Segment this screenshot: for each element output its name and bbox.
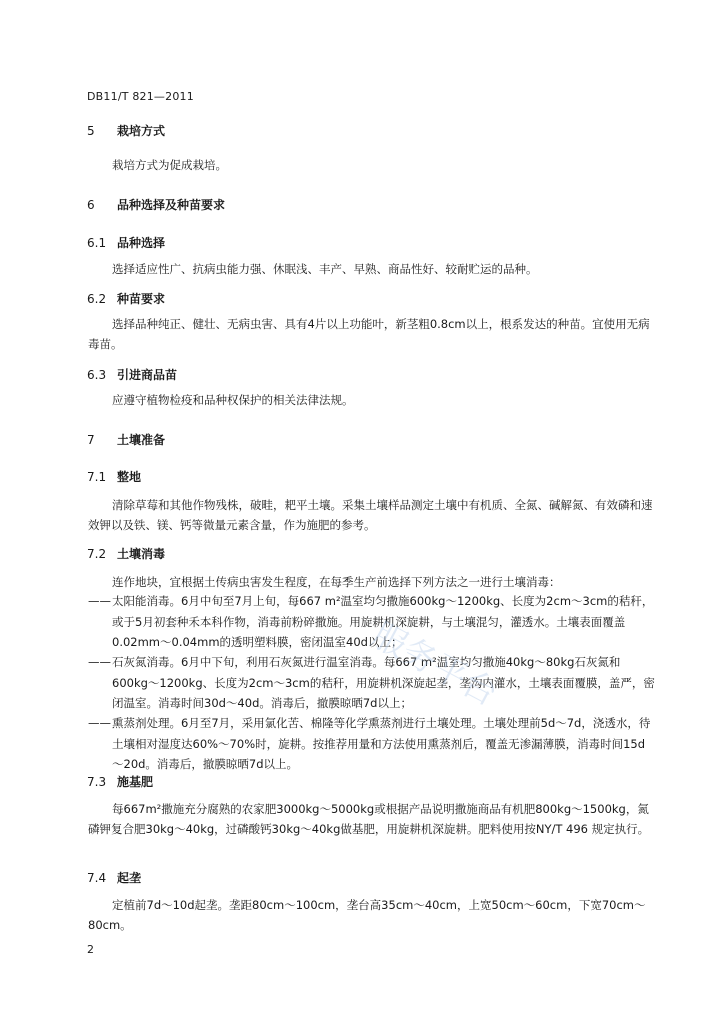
section-6-3-heading (87, 366, 177, 383)
section-number: 6.2 (87, 292, 107, 306)
section-title: 种苗要求 (117, 292, 166, 306)
list-dash: —— (88, 594, 111, 608)
watermark-text: 服务平台 (365, 615, 504, 715)
document-id-header: DB11/T 821—2011 (87, 90, 194, 103)
section-6-1-text: 选择适应性广、抗病虫能力强、休眠浅、丰产、早熟、商品性好、较耐贮运的品种。 (112, 262, 538, 276)
list-dash: —— (88, 655, 111, 669)
list-item (88, 591, 656, 653)
section-6-3-text: 应遵守植物检疫和品种权保护的相关法律法规。 (112, 393, 354, 407)
section-5-text: 栽培方式为促成栽培。 (112, 158, 227, 172)
section-7-3-text: 每667m²撒施充分腐熟的农家肥3000kg～5000kg或根据产品说明撒施商品有机肥800kg～1500kg，氮磷钾复合肥30kg～40kg，过磷酸钙30kg～40kg做基肥，用旋耕机深旋耕。肥料使用按NY/T 496 规定执行。 (88, 802, 650, 836)
section-7-4-text: 定植前7d～10d起垄。垄距80cm～100cm，垄台高35cm～40cm，上宽50cm～60cm，下宽70cm～80cm。 (88, 898, 646, 932)
section-number: 5 (87, 124, 95, 138)
list-dash: —— (88, 716, 111, 730)
list-item-text: 太阳能消毒。6月中旬至7月上旬，每667 m²温室均匀撒施600kg～1200kg、长度为2cm～3cm的秸秆，或于5月初套种禾本科作物，消毒前粉碎撒施。用旋耕机深旋耕，与土壤混匀，灌透水。土壤表面覆盖0.02mm～0.04mm的透明塑料膜，密闭温室40d以上； (112, 594, 654, 649)
section-6-2-text: 选择品种纯正、健壮、无病虫害、具有4片以上功能叶，新茎粗0.8cm以上，根系发达的种苗。宜使用无病毒苗。 (88, 317, 650, 351)
section-title: 栽培方式 (117, 124, 166, 138)
section-6-heading (87, 196, 225, 213)
section-7-2-intro: 连作地块，宜根据土传病虫害发生程度，在每季生产前选择下列方法之一进行土壤消毒： (112, 575, 561, 589)
section-7-2-heading (87, 545, 165, 562)
section-title: 整地 (117, 470, 142, 484)
section-5-heading (87, 122, 165, 139)
list-item-text: 熏蒸剂处理。6月至7月，采用氯化苦、棉隆等化学熏蒸剂进行土壤处理。土壤处理前5d～7d，浇透水，待土壤相对湿度达60%～70%时，旋耕。按推荐用量和方法使用熏蒸剂后，覆盖无渗漏薄膜，消毒时间15d～20d。消毒后，撤膜晾晒7d以上。 (112, 716, 651, 771)
list-item (88, 713, 656, 775)
section-6-2-heading (87, 290, 165, 307)
section-number: 7 (87, 433, 95, 447)
section-title: 土壤准备 (117, 433, 166, 447)
section-title: 土壤消毒 (117, 547, 166, 561)
section-number: 7.1 (87, 470, 107, 484)
section-number: 6.3 (87, 368, 107, 382)
section-number: 6 (87, 198, 95, 212)
section-7-heading (87, 431, 165, 448)
section-7-1-text: 清除草莓和其他作物残株，破畦，耙平土壤。采集土壤样品测定土壤中有机质、全氮、碱解氮、有效磷和速效钾以及铁、镁、钙等微量元素含量，作为施肥的参考。 (88, 498, 653, 532)
section-title: 品种选择及种苗要求 (117, 198, 226, 212)
page-number: 2 (87, 943, 94, 956)
section-title: 施基肥 (117, 775, 154, 789)
section-title: 引进商品苗 (117, 368, 178, 382)
section-number: 7.3 (87, 775, 107, 789)
section-7-3-heading (87, 773, 153, 790)
section-6-1-heading (87, 234, 165, 251)
section-number: 7.2 (87, 547, 107, 561)
section-7-1-heading (87, 468, 141, 485)
list-item (88, 652, 656, 714)
section-number: 6.1 (87, 236, 107, 250)
section-number: 7.4 (87, 871, 107, 885)
section-title: 品种选择 (117, 236, 166, 250)
section-7-4-heading (87, 869, 141, 886)
section-title: 起垄 (117, 871, 142, 885)
list-item-text: 石灰氮消毒。6月中下旬，利用石灰氮进行温室消毒。每667 m²温室均匀撒施40kg～80kg石灰氮和600kg～1200kg、长度为2cm～3cm的秸秆，用旋耕机深旋起垄，垄沟内灌水，土壤表面覆膜，盖严，密闭温室。消毒时间30d～40d。消毒后，撤膜晾晒7d以上； (112, 655, 655, 710)
